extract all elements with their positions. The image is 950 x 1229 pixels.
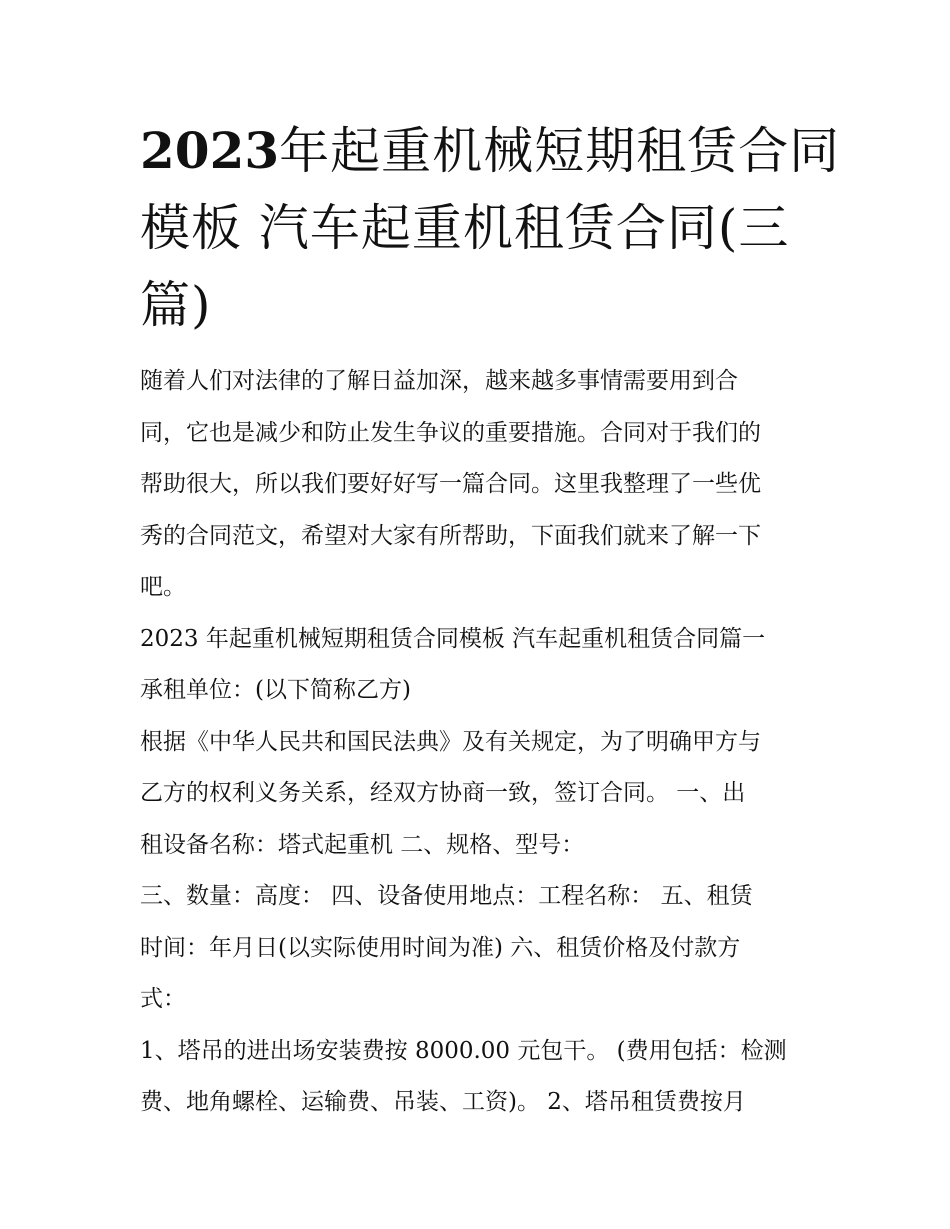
text-line: 承租单位：(以下简称乙方) — [140, 677, 411, 703]
section-heading — [140, 614, 820, 666]
text-line: 吧。 — [140, 574, 186, 600]
document-body — [140, 356, 820, 1129]
lessee-paragraph — [140, 665, 820, 717]
title-line-2: 模板 汽车起重机租赁合同(三 — [140, 199, 790, 257]
text-line: 费、地角螺栓、运输费、吊装、工资)。 2、塔吊租赁费按月 — [140, 1089, 746, 1115]
intro-paragraph — [140, 356, 820, 614]
document-title — [140, 112, 841, 344]
text-line: 秀的合同范文，希望对大家有所帮助，下面我们就来了解一下 — [140, 522, 761, 549]
quantity-paragraph — [140, 871, 820, 1026]
text-line: 随着人们对法律的了解日益加深，越来越多事情需要用到合 — [140, 368, 738, 394]
terms-paragraph — [140, 717, 820, 872]
text-line: 1、塔吊的进出场安装费按 8000.00 元包干。 (费用包括：检测 — [140, 1037, 787, 1064]
text-line: 时间：年月日(以实际使用时间为准) 六、租赁价格及付款方 — [140, 934, 741, 961]
title-line-1 — [140, 112, 841, 190]
text-line: 式： — [140, 986, 186, 1012]
text-line: 根据《中华人民共和国民法典》及有关规定，为了明确甲方与 — [140, 728, 761, 755]
fees-paragraph — [140, 1026, 820, 1129]
title-line-1-text: 年起重机械短期租赁合同 — [279, 122, 841, 180]
text-line: 乙方的权利义务关系，经双方协商一致，签订合同。 一、出 — [140, 780, 746, 806]
text-line: 三、数量：高度： 四、设备使用地点：工程名称： 五、租赁 — [140, 883, 753, 909]
title-year: 2023 — [140, 121, 280, 180]
title-line-3: 篇) — [140, 276, 212, 334]
text-line: 帮助很大，所以我们要好好写一篇合同。这里我整理了一些优 — [140, 471, 761, 497]
text-line: 2023 年起重机械短期租赁合同模板 汽车起重机租赁合同篇一 — [140, 625, 766, 652]
text-line: 租设备名称：塔式起重机 二、规格、型号： — [140, 831, 585, 858]
text-line: 同，它也是减少和防止发生争议的重要措施。合同对于我们的 — [140, 419, 761, 446]
